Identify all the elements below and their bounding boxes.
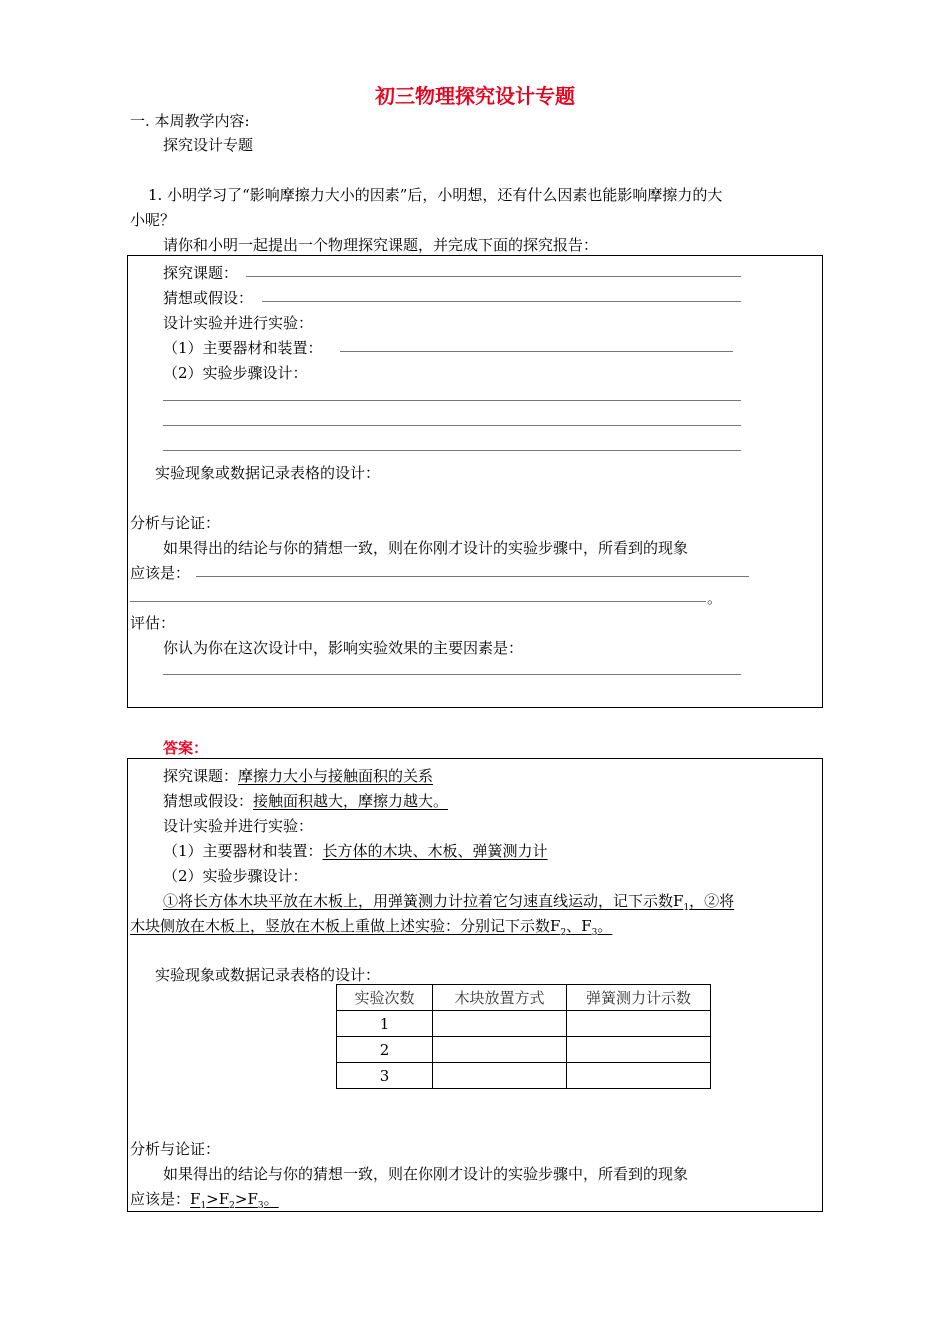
question-prompt: 请你和小明一起提出一个物理探究课题，并完成下面的探究报告： [163,236,599,254]
result-f2-sub: 2 [229,1201,235,1211]
result-gt-1: > [206,1190,219,1208]
report-period: 。 [707,589,723,607]
report-table-label: 实验现象或数据记录表格的设计： [155,464,381,482]
answer-steps-line-2 [130,915,612,938]
answer-result-row [130,1188,279,1211]
answer-label: 答案： [163,739,209,757]
report-evaluation-blank[interactable] [163,674,741,675]
answer-hypothesis: 接触面积越大，摩擦力越大。 [253,792,449,810]
report-should-be-label: 应该是： [130,564,191,582]
answer-equipment-label: （1）主要器材和装置： [163,842,323,860]
table-cell-placement [433,1063,567,1089]
answer-analysis-label: 分析与论证： [130,1140,221,1158]
answer-table-label: 实验现象或数据记录表格的设计： [155,966,381,984]
answer-f2: F [550,917,561,935]
question-line-1: 1. 小明学习了“影响摩擦力大小的因素”后，小明想，还有什么因素也能影响摩擦力的大 [148,186,723,204]
table-row [337,1037,711,1063]
table-cell-trial: 3 [337,1063,433,1089]
table-cell-trial: 1 [337,1011,433,1037]
answer-f2-sub: 2 [560,928,567,938]
result-f3: F [247,1190,258,1208]
section-topic: 探究设计专题 [163,136,254,154]
report-design-label: 设计实验并进行实验： [163,314,314,332]
answer-steps-text-2: 木块侧放在木板上，竖放在木板上重做上述实验：分别记下示数 [130,917,551,935]
report-evaluation-label: 评估： [130,614,176,632]
table-row [337,1011,711,1037]
table-cell-reading [567,1011,711,1037]
report-analysis-text: 如果得出的结论与你的猜想一致，则在你刚才设计的实验步骤中，所看到的现象 [163,539,689,557]
table-cell-placement [433,1011,567,1037]
result-end: 。 [263,1190,279,1208]
report-topic-label: 探究课题： [163,264,239,282]
report-hypothesis-blank[interactable] [262,301,741,302]
table-cell-reading [567,1063,711,1089]
answer-f1: F [673,892,684,910]
record-table [336,984,711,1089]
answer-steps-line-1 [163,890,734,913]
answer-f1-sub: 1 [683,903,690,913]
table-cell-reading [567,1037,711,1063]
page-title: 初三物理探究设计专题 [375,84,575,108]
answer-steps-label: （2）实验步骤设计： [163,867,308,885]
table-cell-placement [433,1037,567,1063]
answer-equipment-row [163,840,548,861]
table-header-reading: 弹簧测力计示数 [567,985,711,1011]
report-equipment-blank[interactable] [340,351,733,352]
result-f1-sub: 1 [200,1201,207,1211]
answer-should-be-label: 应该是： [130,1190,191,1208]
report-hypothesis-label: 猜想或假设： [163,289,254,307]
answer-steps-tail-1: ，②将 [689,892,735,910]
answer-analysis-text: 如果得出的结论与你的猜想一致，则在你刚才设计的实验步骤中，所看到的现象 [163,1165,689,1183]
report-analysis-label: 分析与论证： [130,514,221,532]
report-steps-label: （2）实验步骤设计： [163,364,308,382]
report-evaluation-text: 你认为你在这次设计中，影响实验效果的主要因素是： [163,639,524,657]
table-row [337,1063,711,1089]
answer-design-label: 设计实验并进行实验： [163,817,314,835]
report-topic-blank[interactable] [246,276,741,277]
answer-hypothesis-row [163,790,448,811]
answer-topic-row [163,765,433,786]
answer-steps-end: 。 [597,917,613,935]
answer-steps-sep: 、 [566,917,582,935]
answer-topic-label: 探究课题： [163,767,239,785]
report-steps-blank-3[interactable] [163,450,741,451]
result-f2: F [218,1190,230,1208]
report-should-be-blank-2[interactable] [130,601,706,602]
report-should-be-blank-1[interactable] [196,576,749,577]
answer-steps-text-1: ①将长方体木块平放在木板上，用弹簧测力计拉着它匀速直线运动，记下示数 [163,892,674,910]
result-f1: F [190,1190,201,1208]
question-line-2: 小呢？ [130,211,176,229]
result-gt-2: > [234,1190,248,1208]
result-f3-sub: 3 [257,1201,264,1211]
answer-equipment: 长方体的木块、木板、弹簧测力计 [322,842,548,860]
report-steps-blank-2[interactable] [163,425,741,426]
table-header-row [337,985,711,1011]
table-cell-trial: 2 [337,1037,433,1063]
table-header-trial: 实验次数 [337,985,433,1011]
answer-f3-sub: 3 [591,928,598,938]
section-heading: 一. 本周教学内容: [130,112,250,130]
answer-topic: 摩擦力大小与接触面积的关系 [238,767,434,785]
table-header-placement: 木块放置方式 [433,985,567,1011]
answer-hypothesis-label: 猜想或假设： [163,792,254,810]
report-steps-blank-1[interactable] [163,400,741,401]
report-equipment-label: （1）主要器材和装置： [163,339,323,357]
answer-f3: F [581,917,592,935]
